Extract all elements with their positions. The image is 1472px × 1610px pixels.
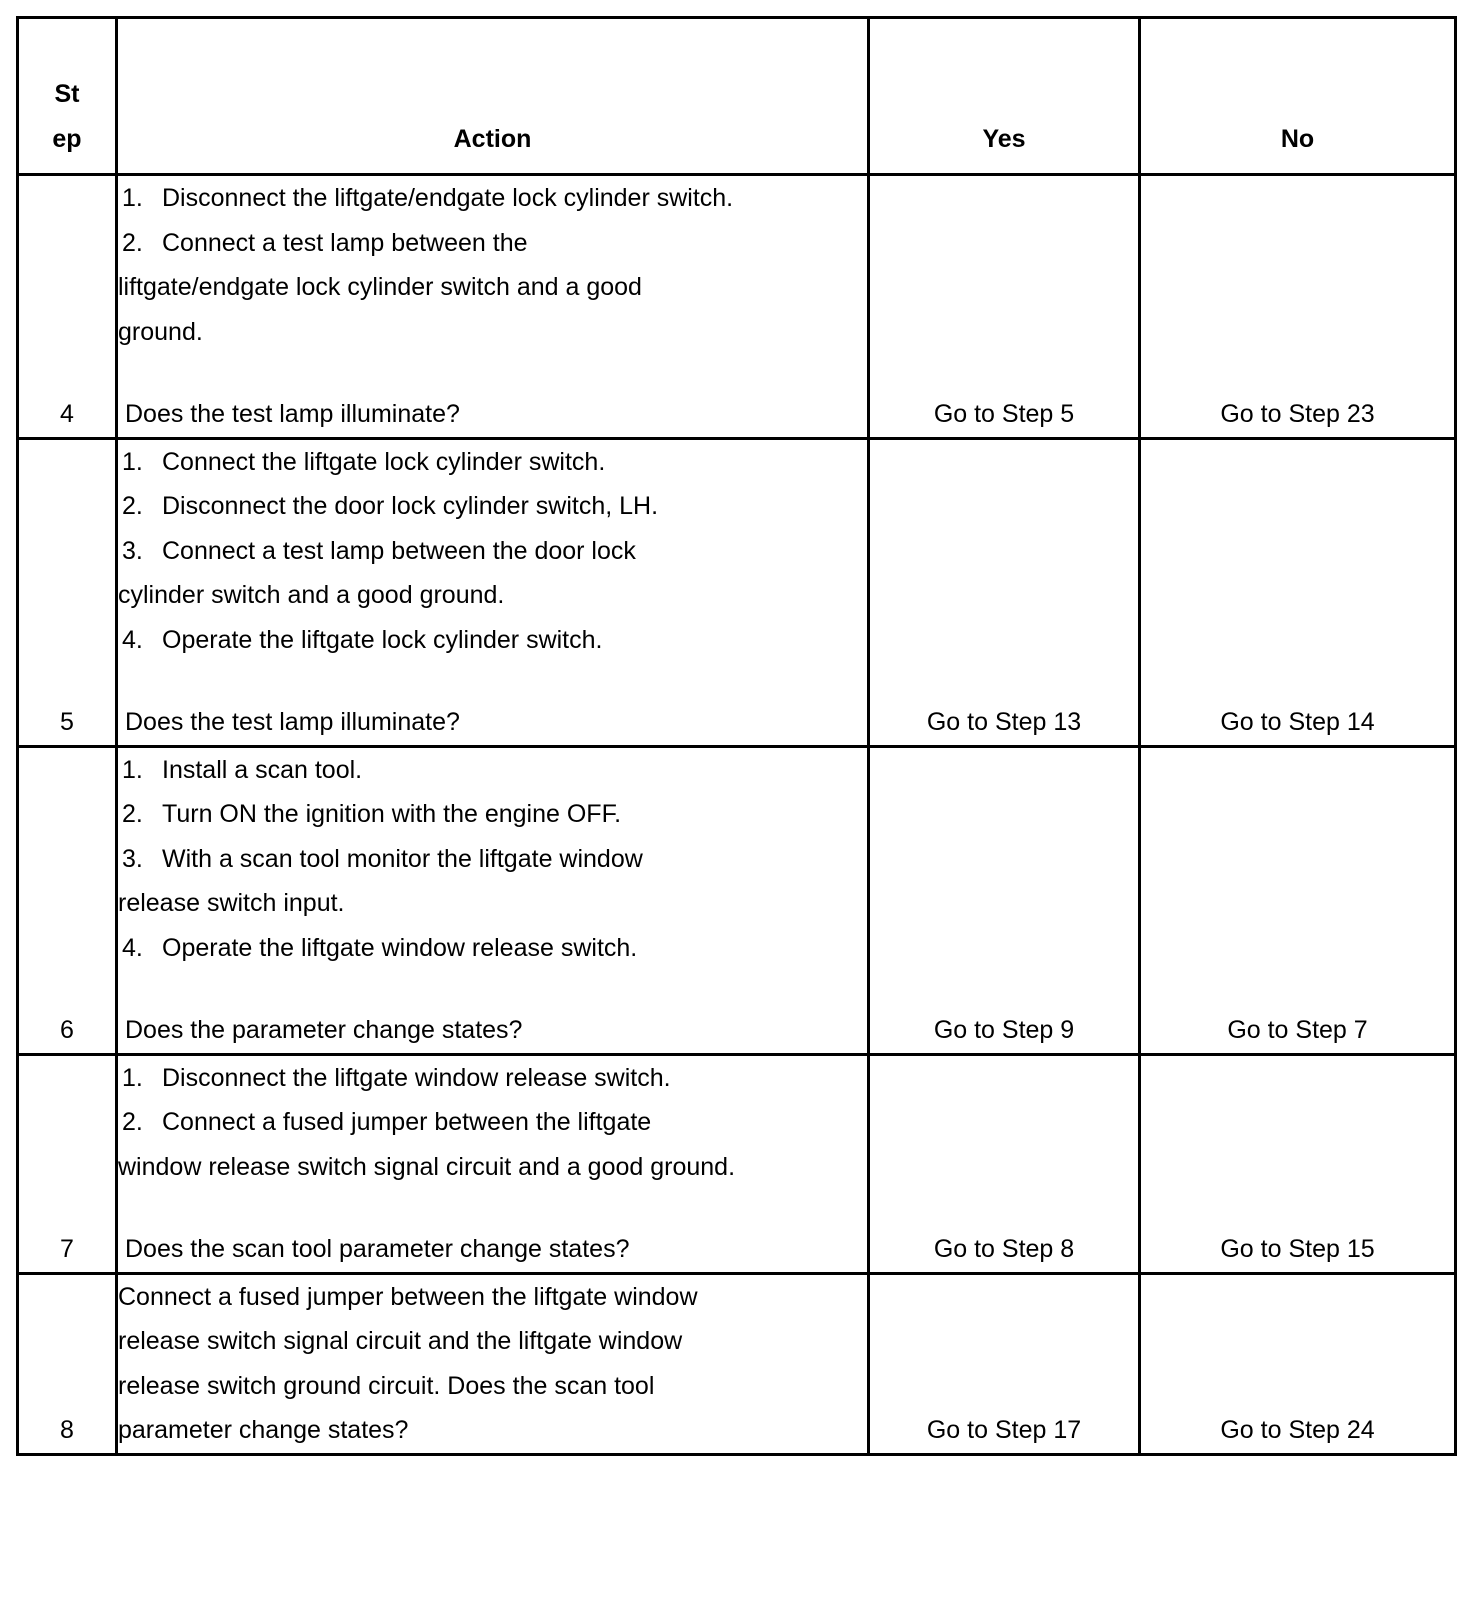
action-item <box>118 176 867 221</box>
action-question: Does the test lamp illuminate? <box>125 708 460 736</box>
item-text: Connect a test lamp between the door lock <box>162 536 636 565</box>
yes-result: Go to Step 17 <box>869 1273 1140 1454</box>
table-row <box>18 1273 1456 1454</box>
action-question: Does the scan tool parameter change states? <box>125 1235 630 1263</box>
item-number: 3. <box>122 536 143 565</box>
item-text: Turn ON the ignition with the engine OFF. <box>162 800 622 828</box>
action-paragraph-line: Connect a fused jumper between the liftgate window <box>118 1282 698 1311</box>
item-number: 4. <box>122 625 143 654</box>
item-text: Disconnect the liftgate/endgate lock cylinder switch. <box>162 184 734 212</box>
action-paragraph-line: release switch signal circuit and the liftgate window <box>118 1327 683 1355</box>
item-text: Disconnect the liftgate window release switch. <box>162 1063 671 1092</box>
item-text: Operate the liftgate lock cylinder switch. <box>162 625 603 654</box>
item-number: 3. <box>122 844 143 873</box>
action-item <box>118 440 867 485</box>
item-number: 1. <box>122 184 143 212</box>
action-item <box>118 792 867 837</box>
item-continuation: liftgate/endgate lock cylinder switch and a good <box>118 273 642 301</box>
step-column-header <box>18 18 117 175</box>
no-column-header: No <box>1140 18 1456 175</box>
step-number: 7 <box>18 1054 117 1273</box>
action-cell <box>117 1054 869 1273</box>
yes-result: Go to Step 5 <box>869 175 1140 439</box>
action-item <box>118 1056 867 1101</box>
item-text: Disconnect the door lock cylinder switch, LH. <box>162 492 659 520</box>
item-text: Operate the liftgate window release switch. <box>162 933 638 962</box>
item-number: 1. <box>122 1063 143 1092</box>
item-text: Connect a test lamp between the <box>162 228 528 257</box>
no-result: Go to Step 23 <box>1140 175 1456 439</box>
item-number: 4. <box>122 933 143 962</box>
item-text: Connect a fused jumper between the liftgate <box>162 1108 652 1136</box>
action-question: Does the test lamp illuminate? <box>125 400 460 428</box>
action-cell <box>117 438 869 746</box>
item-number: 2. <box>122 1108 143 1136</box>
action-cell <box>117 1273 869 1454</box>
action-item <box>118 221 867 266</box>
diagnostic-table <box>16 16 1457 1456</box>
no-result: Go to Step 14 <box>1140 438 1456 746</box>
item-number: 2. <box>122 492 143 520</box>
step-header-line2: ep <box>52 124 82 153</box>
item-text: With a scan tool monitor the liftgate window <box>162 844 643 873</box>
item-continuation: cylinder switch and a good ground. <box>118 581 505 609</box>
action-paragraph-line: release switch ground circuit. Does the scan tool <box>118 1371 655 1400</box>
yes-result: Go to Step 8 <box>869 1054 1140 1273</box>
item-number: 1. <box>122 755 143 784</box>
action-item <box>118 1100 867 1145</box>
yes-column-header: Yes <box>869 18 1140 175</box>
step-number: 8 <box>18 1273 117 1454</box>
yes-result: Go to Step 9 <box>869 746 1140 1054</box>
action-column-header: Action <box>117 18 869 175</box>
action-cell <box>117 175 869 439</box>
action-item <box>118 837 867 882</box>
step-number: 5 <box>18 438 117 746</box>
item-number: 1. <box>122 447 143 476</box>
item-text: Install a scan tool. <box>162 755 363 784</box>
item-text: Connect the liftgate lock cylinder switch. <box>162 447 606 476</box>
action-item <box>118 748 867 793</box>
table-row <box>18 1054 1456 1273</box>
action-question: Does the parameter change states? <box>125 1016 523 1044</box>
action-item <box>118 529 867 574</box>
no-result: Go to Step 24 <box>1140 1273 1456 1454</box>
no-result: Go to Step 7 <box>1140 746 1456 1054</box>
action-item <box>118 618 867 663</box>
table-header <box>18 18 1456 175</box>
action-cell <box>117 746 869 1054</box>
step-number: 6 <box>18 746 117 1054</box>
action-paragraph-line: parameter change states? <box>118 1416 409 1444</box>
yes-result: Go to Step 13 <box>869 438 1140 746</box>
step-number: 4 <box>18 175 117 439</box>
item-number: 2. <box>122 228 143 257</box>
step-header-line1: St <box>54 80 80 108</box>
table-row <box>18 746 1456 1054</box>
table-row <box>18 175 1456 439</box>
no-result: Go to Step 15 <box>1140 1054 1456 1273</box>
action-item <box>118 926 867 971</box>
item-number: 2. <box>122 800 143 828</box>
item-continuation: window release switch signal circuit and a good ground. <box>118 1152 736 1181</box>
item-continuation: ground. <box>118 317 203 346</box>
table-row <box>18 438 1456 746</box>
action-item <box>118 484 867 529</box>
item-continuation: release switch input. <box>118 889 345 917</box>
